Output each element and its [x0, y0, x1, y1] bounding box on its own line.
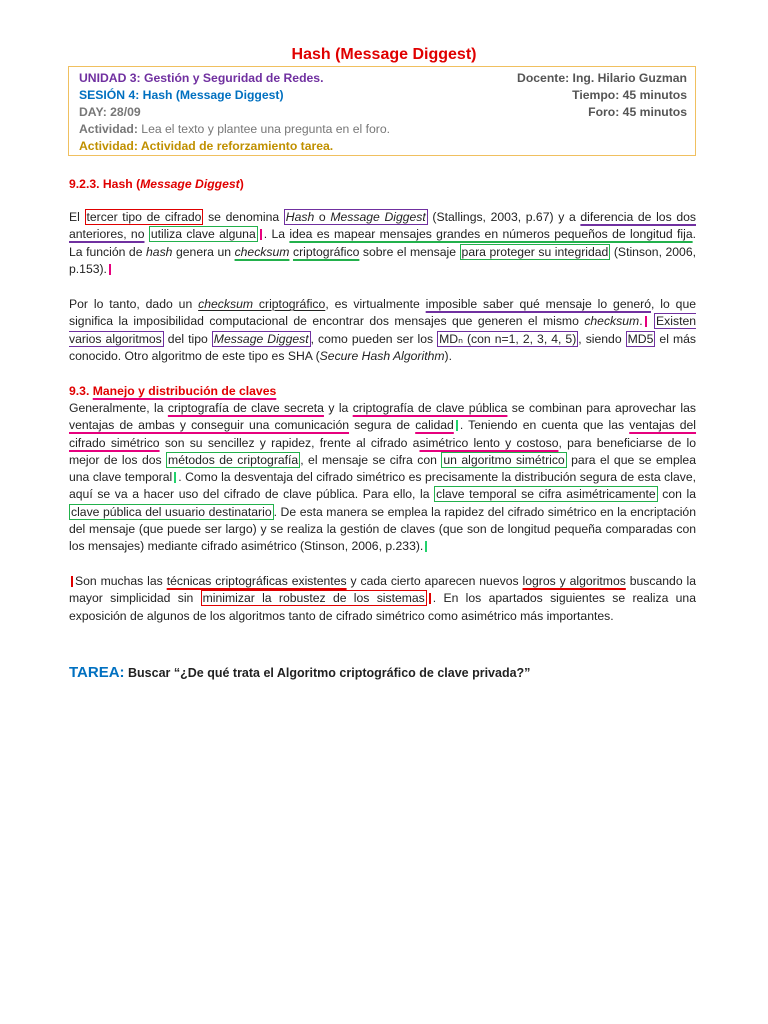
session-info-right [517, 70, 687, 121]
foro-line: Foro: 45 minutos [588, 105, 687, 119]
actividad-refuerzo-line: Actividad: Actividad de reforzamiento tarea. [79, 139, 334, 153]
document-title: Hash (Message Diggest) [291, 46, 477, 63]
tarea-label: TAREA: [69, 664, 125, 681]
actividad-line: Actividad: Lea el texto y plantee una pregunta en el foro. [79, 122, 390, 136]
paragraph-claves: Generalmente, la criptografía de clave secreta y la criptografía de clave pública se combinan para aprovechar las ventajas de ambas y conseguir una comunicación segura de calidad . Teniendo en cuenta que las ventajas del cifrado simétrico son su sencillez y rapidez, frente al cifrado asimétrico lento y costoso, para beneficiarse de lo mejor de los dos métodos de criptografía , el mensaje se cifra con un algoritmo simétrico para el que se emplea una clave temporal . Como la desventaja del cifrado simétrico es precisamente la distribución segura de esta clave, aquí se va a hacer uso del cifrado de clave pública. Para ello, la clave temporal se cifra asimétricamente con la clave pública del usuario destinatario . De esta manera se emplea la rapidez del cifrado simétrico en la encriptación del mensaje (que puede ser largo) y se realiza la gestión de claves (que son de longitud pequeña comparadas con los mensajes) mediante cifrado asimétrico (Stinson, 2006, p.233). [69, 401, 697, 554]
highlight-mark [174, 472, 176, 483]
sesion-line: SESIÓN 4: Hash (Message Diggest) [79, 88, 284, 102]
unidad-line: UNIDAD 3: Gestión y Seguridad de Redes. [79, 71, 324, 85]
tiempo-line: Tiempo: 45 minutos [572, 88, 687, 102]
paragraph-hash-intro: El tercer tipo de cifrado se denomina Hash o Message Diggest (Stallings, 2003, p.67) y a diferencia de los dos anteriores, no utiliza clave alguna . La idea es mapear mensajes grandes en números pequeños de longitud fija. La función de hash genera un checksum criptográfico sobre el mensaje para proteger su integridad (Stinson, 2006, p.153). [69, 210, 697, 276]
tarea-text: Buscar “¿De qué trata el Algoritmo criptográfico de clave privada?” [124, 666, 531, 680]
tarea-line [69, 664, 530, 681]
paragraph-checksum: Por lo tanto, dado un checksum criptográfico, es virtualmente imposible saber qué mensaje lo generó, lo que significa la imposibilidad computacional de encontrar dos mensajes que generen el mismo checksum. Existen varios algoritmos del tipo Message Diggest , como pueden ser los MDₙ (con n=1, 2, 3, 4, 5) , siendo MD5 el más conocido. Otro algoritmo de este tipo es SHA (Secure Hash Algorithm). [69, 297, 697, 363]
session-info-left [79, 70, 390, 155]
highlight-mark [260, 229, 262, 240]
section-heading-claves: 9.3. Manejo y distribución de claves [69, 384, 277, 398]
paragraph-tecnicas: Son muchas las técnicas criptográficas existentes y cada cierto aparecen nuevos logros y algoritmos buscando la mayor simplicidad sin minimizar la robustez de los sistemas . En los apartados siguientes se realiza una exposición de algunos de los algoritmos tanto de cifrado simétrico como asimétrico más importantes. [69, 574, 697, 623]
highlight-mark [645, 316, 647, 327]
session-info-box [68, 66, 696, 156]
highlight-mark [425, 541, 427, 552]
highlight-mark [456, 420, 458, 431]
docente-line: Docente: Ing. Hilario Guzman [517, 71, 687, 85]
section-heading-hash: 9.2.3. Hash (Message Diggest) [69, 177, 244, 191]
highlight-mark [109, 264, 111, 275]
highlight-mark [71, 576, 73, 587]
day-line: DAY: 28/09 [79, 105, 141, 119]
highlight-mark [429, 593, 431, 604]
